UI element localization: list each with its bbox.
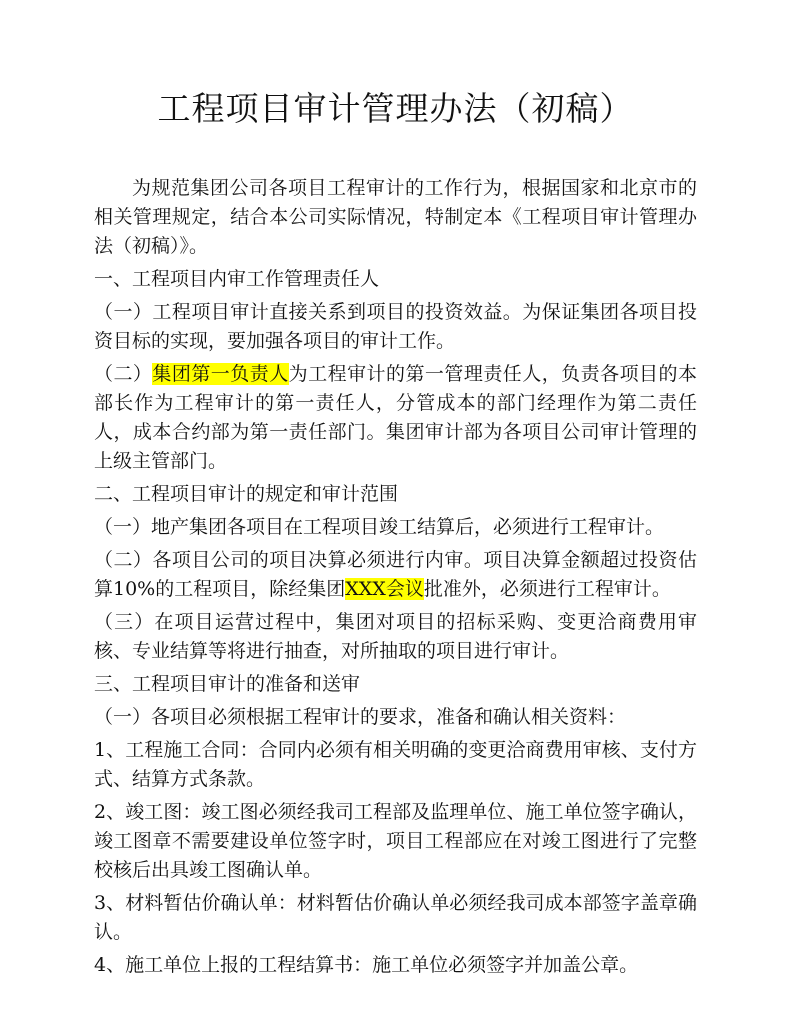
section3-item1: （一）各项目必须根据工程审计的要求，准备和确认相关资料： — [94, 706, 627, 728]
section1-heading: 一、工程项目内审工作管理责任人 — [94, 268, 380, 290]
section2-item2-part2: 批准外，必须进行工程审计。 — [423, 578, 671, 600]
section3-list-item: 3、材料暂估价确认单：材料暂估价确认单必须经我司成本部签字盖章确认。 — [94, 892, 697, 943]
section2-item2 — [94, 546, 697, 604]
section2-item2-part1: （二）各项目公司的项目决算必须进行内审。项目决算金额超过投资估算10%的工程项目，除经集团 — [94, 549, 697, 600]
section1-item2 — [94, 360, 697, 476]
section3-heading: 三、工程项目审计的准备和送审 — [94, 673, 361, 695]
section1-item2-rest: 为工程审计的第一管理责任人，负责各项目的本部长作为工程审计的第一责任人，分管成本的部门经理作为第二责任人，成本合约部为第一责任部门。集团审计部为各项目公司审计管理的上级主管部门。 — [94, 363, 697, 472]
document-title: 工程项目审计管理办法（初稿） — [157, 89, 634, 128]
section2-heading: 二、工程项目审计的规定和审计范围 — [94, 483, 399, 505]
section2-item3: （三）在项目运营过程中，集团对项目的招标采购、变更洽商费用审核、专业结算等将进行抽查，对所抽取的项目进行审计。 — [94, 611, 697, 662]
section3-list-item: 2、竣工图：竣工图必须经我司工程部及监理单位、施工单位签字确认，竣工图章不需要建设单位签字时，项目工程部应在对竣工图进行了完整校核后出具竣工图确认单。 — [94, 801, 697, 881]
section3-list-item: 1、工程施工合同：合同内必须有相关明确的变更洽商费用审核、支付方式、结算方式条款。 — [94, 739, 697, 790]
highlight-first-person-in-charge: 集团第一负责人 — [152, 363, 289, 385]
highlight-xxx-meeting: XXX会议 — [345, 578, 424, 600]
section3-list-item: 4、施工单位上报的工程结算书：施工单位必须签字并加盖公章。 — [94, 954, 639, 976]
section1-item1: （一）工程项目审计直接关系到项目的投资效益。为保证集团各项目投资目标的实现，要加强各项目的审计工作。 — [94, 301, 697, 352]
intro-paragraph: 为规范集团公司各项目工程审计的工作行为，根据国家和北京市的相关管理规定，结合本公司实际情况，特制定本《工程项目审计管理办法（初稿）》。 — [94, 177, 697, 257]
section1-item2-prefix: （二） — [94, 363, 153, 385]
section2-item1: （一）地产集团各项目在工程项目竣工结算后，必须进行工程审计。 — [94, 516, 665, 538]
